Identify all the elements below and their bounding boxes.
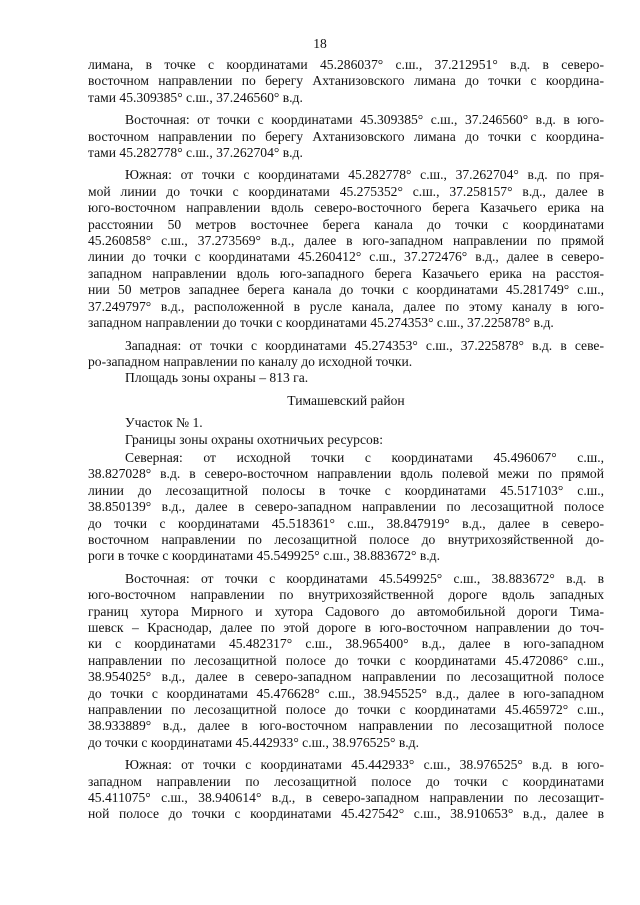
text-line: восточном направлении по лесозащитной полосе до внутрихозяйственной до- [88,531,604,547]
text-line: Южная: от точки с координатами 45.282778° с.ш., 37.262704° в.д. по пря- [125,167,604,183]
text-line: до точки с координатами 45.476628° с.ш., 38.945525° в.д., далее в юго-западном [88,685,604,701]
paragraph-east-boundary [88,112,604,161]
text-line: 37.249797° в.д., расположенной в русле канала, далее по этому каналу в юго- [88,298,604,314]
text-line: мой линии до точки с координатами 45.275352° с.ш., 37.258157° в.д., далее в [88,183,604,199]
text-line: линии до точки с координатами 45.260412° с.ш., 37.272476° в.д., далее в северо- [88,249,604,265]
section-subtitle: Границы зоны охраны охотничьих ресурсов: [125,431,383,447]
text-line: 38.933889° в.д., далее в юго-восточном направлении по лесозащитной полосе [88,718,604,734]
text-line: нии 50 метров западнее берега канала до точки с координатами 45.281749° с.ш., [88,282,604,298]
section-label: Участок № 1. [125,415,203,431]
paragraph-east-boundary-2 [88,571,604,751]
text-line: западном направлении по лесозащитной полосе до точки с координатами [88,773,604,789]
text-line: шевск – Краснодар, далее по этой дороге в юго-восточном направлении до точ- [88,620,604,635]
text-line: тами 45.309385° с.ш., 37.246560° в.д. [88,89,303,105]
paragraph-continuation [88,57,604,106]
text-line: тами 45.282778° с.ш., 37.262704° в.д. [88,145,303,161]
text-line: 45.260858° с.ш., 37.273569° в.д., далее в юго-западном направлении по прямой [88,233,604,249]
text-line: 45.411075° с.ш., 38.940614° в.д., в северо-западном направлении по лесозащит- [88,790,604,806]
text-line: Северная: от исходной точки с координатами 45.496067° с.ш., [125,449,604,465]
text-line: восточном направлении по берегу Ахтанизовского лимана до точки с координа- [88,73,604,89]
text-line: роги в точке с координатами 45.549925° с.ш., 38.883672° в.д. [88,548,440,564]
text-line: Западная: от точки с координатами 45.274353° с.ш., 37.225878° в.д. в севе- [125,337,604,353]
text-line: до точки с координатами 45.518361° с.ш., 38.847919° в.д., далее в северо- [88,515,604,531]
document-body [88,57,604,823]
paragraph-west-boundary [88,338,604,371]
text-line: направлении по лесозащитной полосе до точки с координатами 45.472086° с.ш., [88,652,604,668]
text-line: восточном направлении по берегу Ахтанизовского лимана до точки с координа- [88,128,604,144]
text-line: ной полосе до точки с координатами 45.427542° с.ш., 38.910653° в.д., далее в [88,806,604,822]
text-line: 38.850139° в.д., далее в северо-западном направлении по лесозащитной полосе [88,499,604,515]
text-line: западном направлении вдоль юго-западного берега Казачьего ерика на расстоя- [88,265,604,281]
text-line: лимана, в точке с координатами 45.286037° с.ш., 37.212951° в.д. в северо- [88,57,604,72]
page-number: 18 [313,36,327,51]
paragraph-area [88,370,604,386]
district-heading: Тимашевский район [287,392,405,408]
text-line: юго-восточном направлении по внутрихозяйственной дороге вдоль западных [88,587,604,603]
text-line: границ хутора Мирного и хутора Садового до автомобильной дороги Тима- [88,603,604,619]
text-line: линии до лесозащитной полосы в точке с координатами 45.517103° с.ш., [88,482,604,498]
text-line: юго-восточном направлении вдоль северо-восточного берега Казачьего ерика на [88,200,604,216]
paragraph-north-boundary [88,450,604,565]
paragraph-south-boundary-2 [88,757,604,823]
text-line: направлении по лесозащитной полосе до точки с координатами 45.465972° с.ш., [88,702,604,718]
text-line: Площадь зоны охраны – 813 га. [125,370,309,386]
text-line: ро-западном направлении по каналу до исходной точки. [88,353,413,369]
text-line: ки с координатами 45.482317° с.ш., 38.965400° в.д., далее в юго-западном [88,636,604,652]
paragraph-south-boundary [88,167,604,331]
text-line: 38.827028° в.д. в северо-восточном направлении вдоль полевой межи по прямой [88,466,604,482]
text-line: Восточная: от точки с координатами 45.549925° с.ш., 38.883672° в.д. в [125,570,604,586]
text-line: Восточная: от точки с координатами 45.309385° с.ш., 37.246560° в.д. в юго- [125,112,604,128]
text-line: западном направлении до точки с координатами 45.274353° с.ш., 37.225878° в.д. [88,315,554,331]
text-line: Южная: от точки с координатами 45.442933° с.ш., 38.976525° в.д. в юго- [125,757,604,773]
text-line: 38.954025° в.д., далее в северо-западном направлении по лесозащитной полосе [88,669,604,685]
text-line: до точки с координатами 45.442933° с.ш., 38.976525° в.д. [88,734,419,750]
text-line: расстоянии 50 метров восточнее берега канала до точки с координатами [88,216,604,232]
